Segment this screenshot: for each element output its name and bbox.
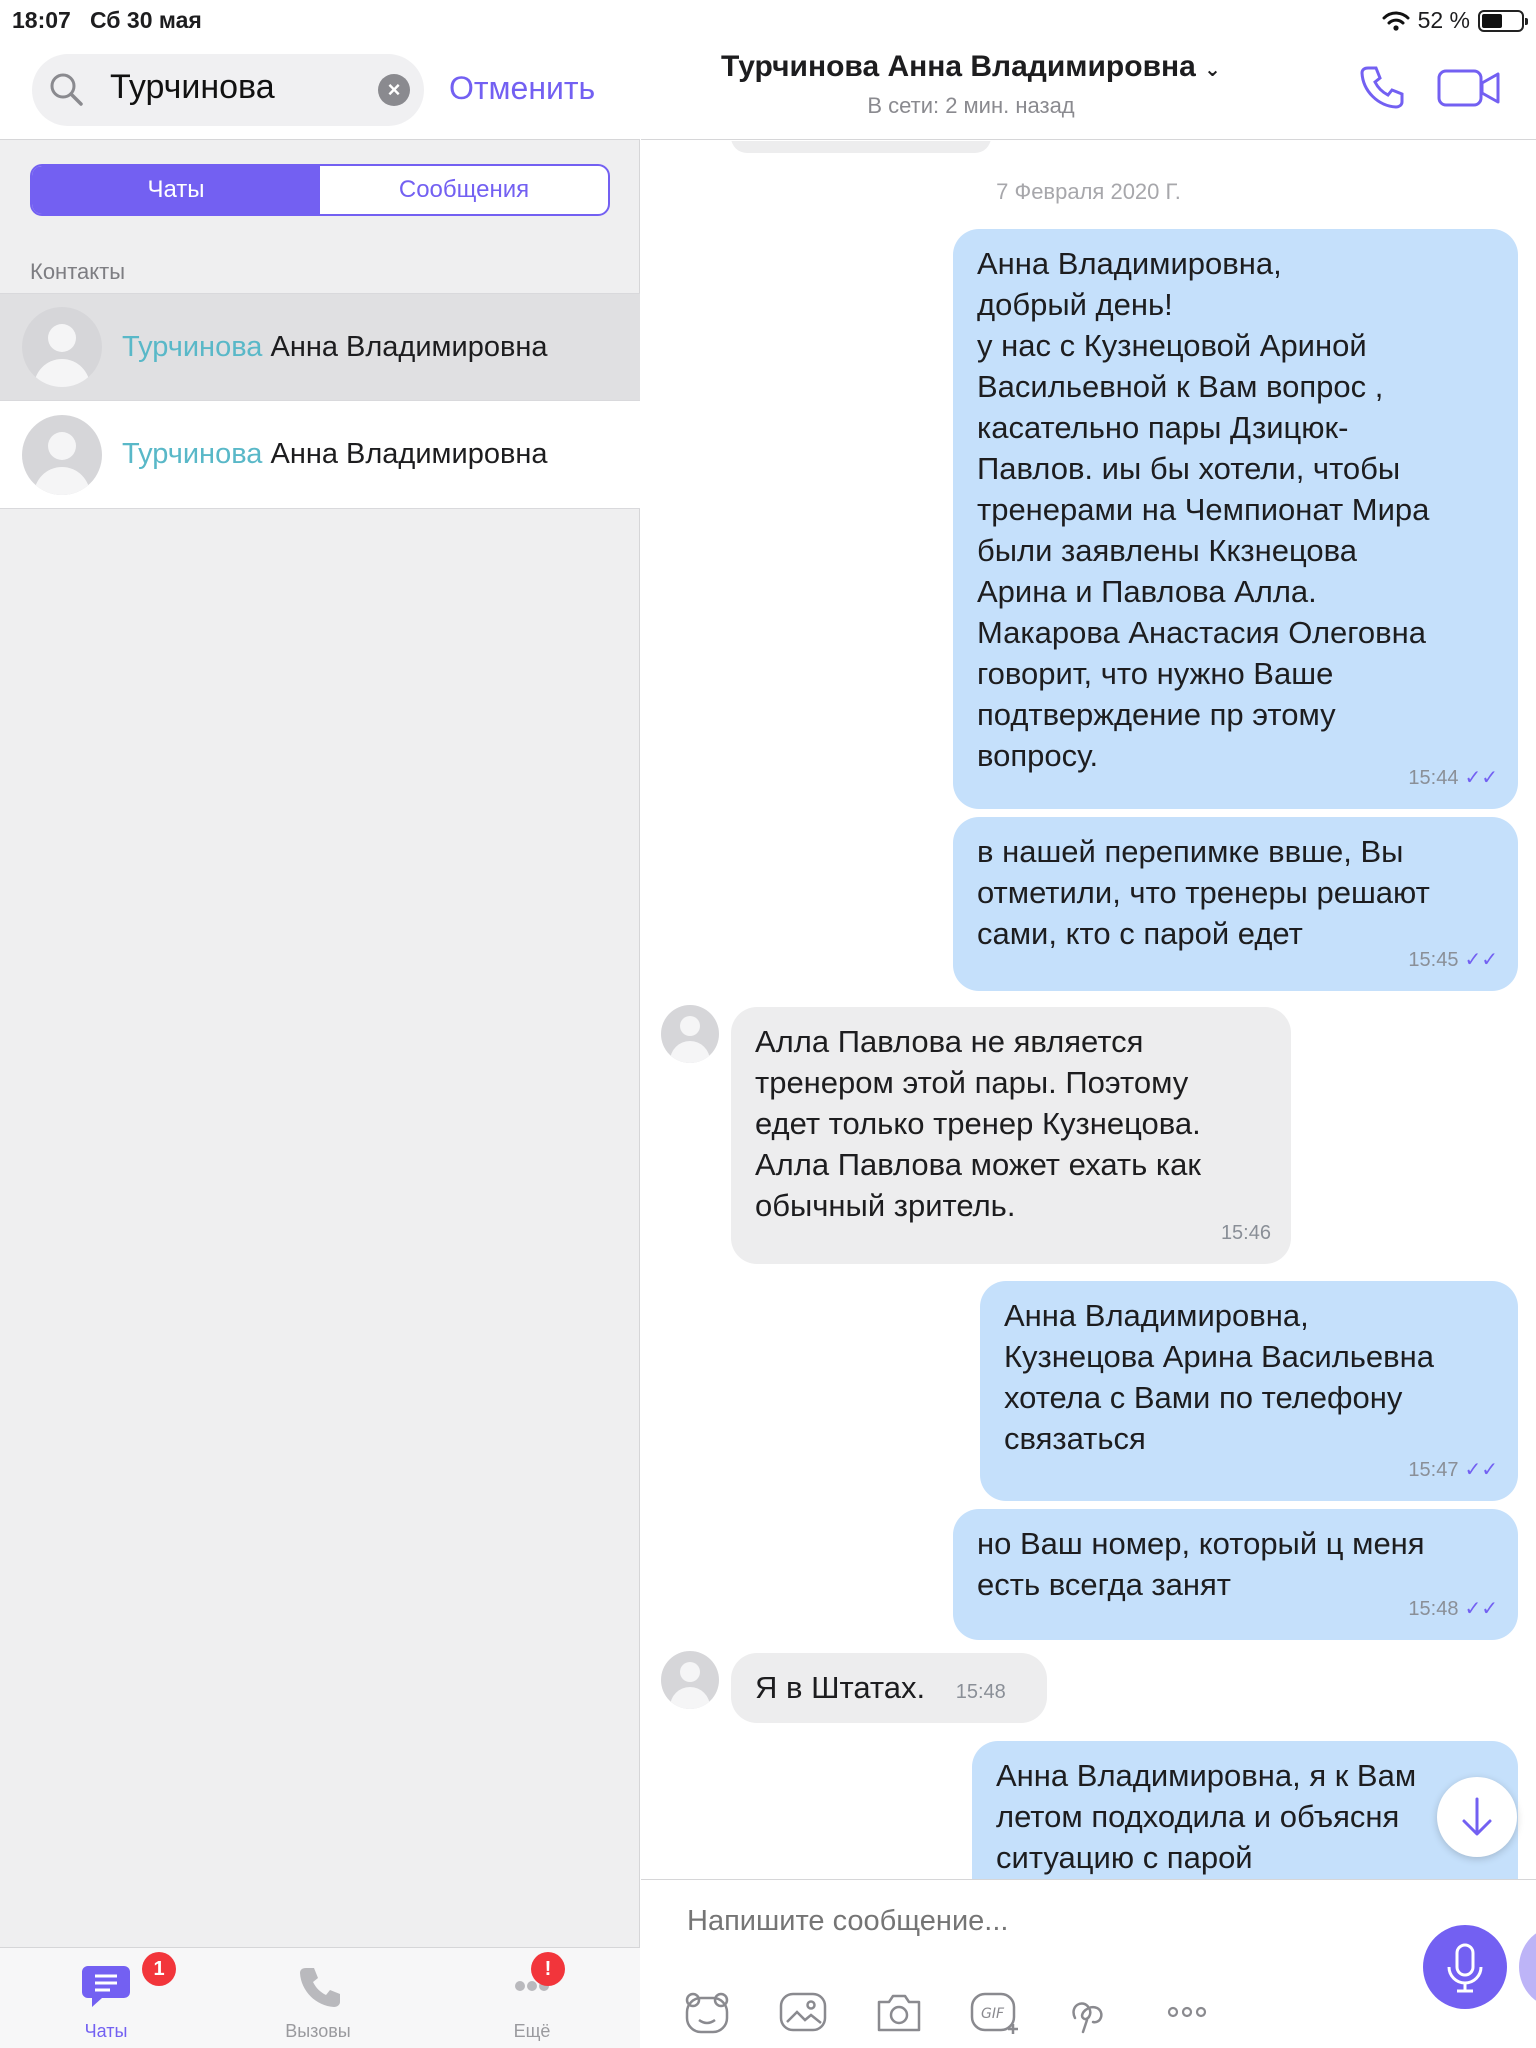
chats-pane <box>0 0 640 2048</box>
avatar[interactable] <box>661 1005 719 1063</box>
contact-name-match: Турчинова <box>122 438 263 470</box>
gif-button[interactable] <box>969 1988 1021 2036</box>
composer-toolbar <box>681 1988 1301 2036</box>
voice-message-button[interactable] <box>1423 1925 1507 2009</box>
unread-badge: 1 <box>142 1952 176 1986</box>
video-call-button[interactable] <box>1436 66 1502 115</box>
chat-title[interactable] <box>641 50 1301 84</box>
read-checkmarks-icon: ✓✓ <box>1464 767 1498 789</box>
contact-name-match: Турчинова <box>122 330 263 363</box>
chat-bubble-icon <box>80 1962 132 2010</box>
alert-badge: ! <box>531 1952 565 1986</box>
status-clock: 18:07 <box>12 7 71 33</box>
read-checkmarks-icon: ✓✓ <box>1464 1598 1498 1620</box>
contacts-section-label: Контакты <box>30 259 126 284</box>
clear-search-button[interactable]: × <box>378 74 410 106</box>
message-text: Анна Владимировна, Кузнецова Арина Васильевна хотела с Вами по телефону связаться <box>1004 1298 1435 1456</box>
message-text: в нашей перепимке ввше, Вы отметили, что тренеры решают сами, кто с парой едет <box>977 834 1430 951</box>
more-options-button[interactable] <box>1161 1988 1213 2036</box>
chevron-down-icon: ⌄ <box>1204 59 1221 81</box>
avatar[interactable] <box>661 1651 719 1709</box>
camera-button[interactable] <box>873 1988 925 2036</box>
message-text: но Ваш номер, который ц меня есть всегда занят <box>977 1526 1425 1602</box>
tab-chats-label: Чаты <box>84 2021 128 2041</box>
scroll-to-bottom-button[interactable] <box>1437 1777 1517 1857</box>
message-bubble-outgoing[interactable] <box>953 229 1518 809</box>
wifi-icon <box>1382 10 1410 32</box>
sticker-button[interactable] <box>681 1988 733 2036</box>
message-time: 15:48 <box>955 1681 1006 1703</box>
contact-row[interactable] <box>0 401 640 509</box>
message-meta <box>1408 1589 1498 1630</box>
status-indicators <box>1382 7 1524 34</box>
conversation-pane <box>641 0 1536 2048</box>
image-icon <box>777 1988 829 2036</box>
message-text: Алла Павлова не является тренером этой пары. Поэтому едет только тренер Кузнецова. Алла Павлова может ехать как обычный зритель. <box>755 1024 1201 1223</box>
camera-icon <box>873 1988 925 2036</box>
avatar <box>22 307 102 387</box>
contact-row[interactable] <box>0 293 640 401</box>
message-meta <box>1408 940 1498 981</box>
previous-message-bottom <box>731 141 991 153</box>
contact-name <box>122 438 548 471</box>
message-bubble-incoming[interactable] <box>731 1653 1047 1723</box>
message-bubble-outgoing[interactable] <box>953 817 1518 991</box>
chat-title-text: Турчинова Анна Владимировна <box>721 50 1196 83</box>
message-composer <box>641 1879 1536 2048</box>
message-input[interactable] <box>687 1905 1387 1938</box>
search-input[interactable] <box>110 68 380 107</box>
cancel-search-button[interactable]: Отменить <box>449 70 596 106</box>
message-time: 15:48 <box>1408 1598 1459 1620</box>
tab-calls[interactable] <box>248 1962 388 2042</box>
segment-chats[interactable]: Чаты <box>32 166 320 214</box>
battery-icon <box>1478 10 1524 32</box>
tab-calls-label: Вызовы <box>285 2021 351 2041</box>
contact-name-rest: Анна Владимировна <box>262 438 548 470</box>
message-text: Анна Владимировна, я к Вам летом подходила и объясня ситуацию с парой <box>996 1758 1417 1875</box>
voice-call-button[interactable] <box>1356 62 1406 117</box>
message-time: 15:47 <box>1408 1459 1459 1481</box>
battery-level <box>1482 14 1502 28</box>
video-camera-icon <box>1436 66 1502 110</box>
gallery-button[interactable] <box>777 1988 829 2036</box>
contact-name <box>122 331 548 364</box>
message-meta <box>1408 1450 1498 1491</box>
arrow-down-icon <box>1437 1777 1517 1857</box>
read-checkmarks-icon: ✓✓ <box>1464 949 1498 971</box>
secondary-action-button[interactable] <box>1519 1925 1536 2009</box>
avatar <box>22 415 102 495</box>
phone-icon <box>292 1962 344 2010</box>
results-segmented-control <box>30 164 610 216</box>
message-bubble-outgoing[interactable] <box>953 1509 1518 1640</box>
message-list[interactable] <box>641 141 1536 1879</box>
phone-icon <box>1356 62 1406 112</box>
sticker-bear-icon <box>681 1988 733 2036</box>
message-bubble-incoming[interactable] <box>731 1007 1291 1264</box>
message-bubble-outgoing[interactable] <box>980 1281 1518 1501</box>
message-meta <box>1221 1213 1271 1254</box>
message-time: 15:44 <box>1408 767 1459 789</box>
chat-status: В сети: 2 мин. назад <box>867 93 1075 118</box>
doodle-button[interactable] <box>1065 1988 1117 2036</box>
gif-icon <box>969 1988 1021 2036</box>
tab-more-label: Ещё <box>513 2021 551 2041</box>
date-separator: 7 Февраля 2020 Г. <box>996 179 1181 204</box>
message-time: 15:45 <box>1408 949 1459 971</box>
message-text: Я в Штатах. <box>755 1670 926 1705</box>
status-bar <box>0 0 1536 40</box>
doodle-icon <box>1065 1988 1117 2036</box>
search-icon <box>48 71 86 114</box>
message-time: 15:46 <box>1220 1222 1271 1244</box>
more-dots-icon <box>1161 1988 1213 2036</box>
message-meta <box>1408 758 1498 799</box>
search-box[interactable] <box>32 54 424 126</box>
status-time <box>12 7 202 34</box>
status-date: Сб 30 мая <box>90 7 202 33</box>
microphone-icon <box>1423 1925 1507 2009</box>
segment-messages[interactable]: Сообщения <box>398 176 530 203</box>
svg-text:GIF: GIF <box>981 2006 1005 2022</box>
message-text: Анна Владимировна, добрый день! у нас с Кузнецовой Ариной Васильевной к Вам вопрос , касательно пары Дзицюк- Павлов. иы бы хотели, чтобы тренерами на Чемпионат Мира были заявлены Ккзнецова Арина и Павлова Алла. Макарова Анастасия Олеговна говорит, что нужно Ваше подтверждение пр этому вопросу. <box>977 246 1430 773</box>
tab-bar <box>0 1947 640 2048</box>
contact-name-rest: Анна Владимировна <box>262 330 548 363</box>
read-checkmarks-icon: ✓✓ <box>1464 1459 1498 1481</box>
battery-percent: 52 % <box>1417 7 1470 33</box>
